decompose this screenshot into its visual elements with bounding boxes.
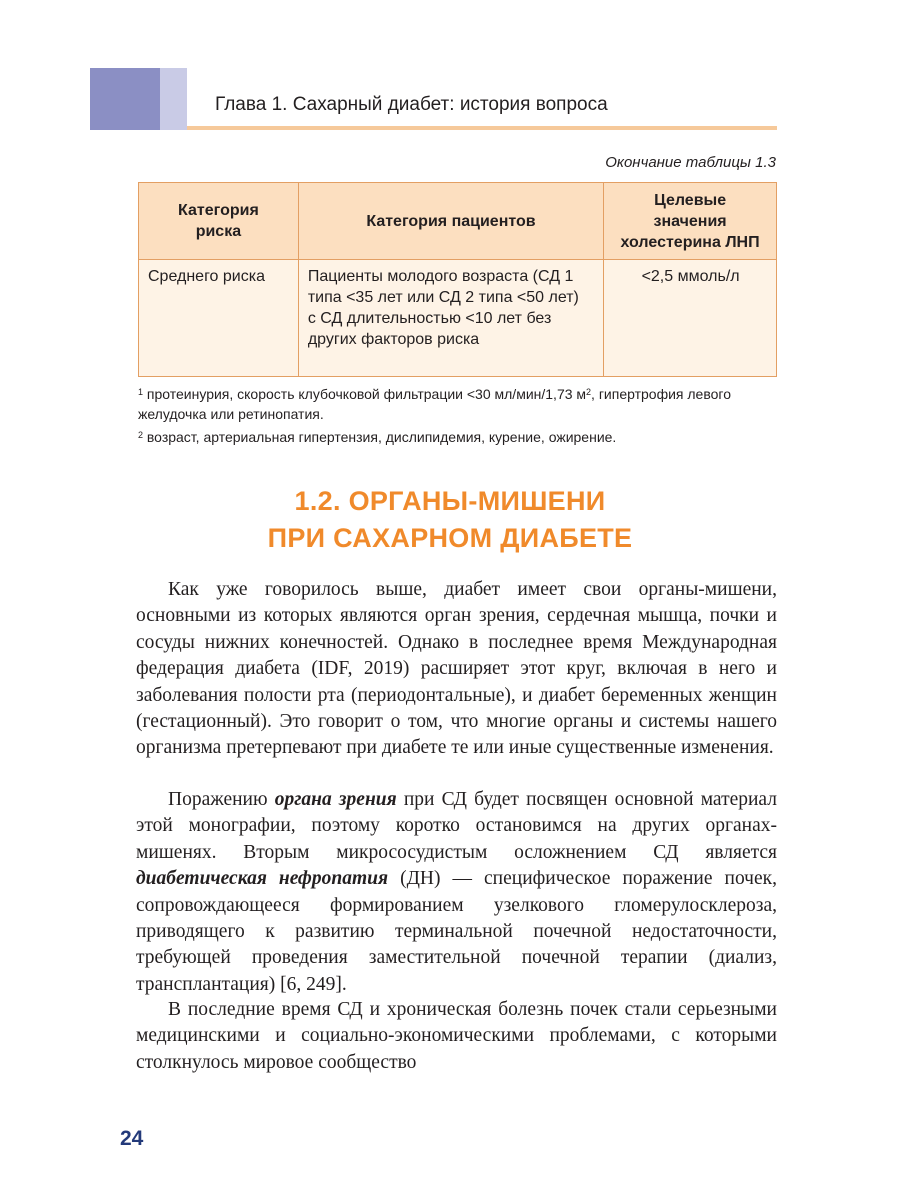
paragraph-1 [136, 577, 777, 762]
risk-table [138, 182, 777, 377]
header-block-dark [90, 68, 160, 130]
column-header-patient-category: Категория пациентов [298, 183, 603, 260]
emphasis-nephropathy: диабетическая нефропатия [136, 868, 389, 890]
header-rule [187, 126, 777, 130]
paragraph-2-text-cont: при СД будет посвящен основной материал этой монографии, поэтому коротко остановимся на других органах-мишенях. Вторым микрососудистым осложнением СД является [136, 789, 777, 863]
table-caption: Окончание таблицы 1.3 [605, 154, 776, 171]
cell-patients: Пациенты молодого возраста (СД 1 типа <35 лет или СД 2 типа <50 лет) с СД длительностью <10 лет без других факторов риска [298, 260, 603, 377]
paragraph-2-text: Поражению [168, 789, 275, 810]
section-heading-line-2: ПРИ САХАРНОМ ДИАБЕТЕ [267, 523, 633, 553]
table-row [139, 260, 777, 377]
table-header-row [139, 183, 777, 260]
page-number: 24 [120, 1127, 144, 1150]
paragraph-2 [136, 787, 777, 998]
column-header-ldl-target: Целевые значения холестерина ЛНП [604, 183, 777, 260]
footnote-1 [138, 384, 778, 424]
section-heading [90, 483, 810, 557]
unit-superscript: 2 [586, 387, 592, 397]
footnote-mark: 1 [138, 387, 144, 397]
footnote-text: протеинурия, скорость клубочковой фильтрации <30 мл/мин/1,73 м [146, 386, 587, 402]
chapter-title: Глава 1. Сахарный диабет: история вопроса [215, 94, 608, 115]
column-header-risk-category: Категория риска [139, 183, 299, 260]
footnote-text: возраст, артериальная гипертензия, дислипидемия, курение, ожирение. [146, 429, 617, 445]
cell-risk: Среднего риска [139, 260, 299, 377]
paragraph-1-text: Как уже говорилось выше, диабет имеет свои органы-мишени, основными из которых являются орган зрения, сердечная мышца, почки и сосуды нижних конечностей. Однако в последнее время Международная федерация диабета (IDF, 2019) расширяет этот круг, включая в него и заболевания полости рта (периодонтальные), и диабет беременных женщин (гестационный). Это говорит о том, что многие органы и системы нашего организма претерпевают при диабете те или иные существенные изменения. [136, 579, 777, 759]
section-heading-line-1: 1.2. ОРГАНЫ-МИШЕНИ [294, 486, 606, 516]
cell-ldl-target: <2,5 ммоль/л [604, 260, 777, 377]
paragraph-2-text-end: (ДН) — специфическое поражение почек, сопровождающееся формированием узелкового гломерулосклероза, приводящего к развитию терминальной почечной недостаточности, требующей проведения заместительной почечной терапии (диализ, трансплантация) [6, 249]. [136, 868, 777, 995]
header-block-light [160, 68, 187, 130]
footnote-2 [138, 427, 778, 447]
footnote-mark: 2 [138, 430, 144, 440]
paragraph-3-text: В последние время СД и хроническая болезнь почек стали серьезными медицинскими и социально-экономическими проблемами, с которыми столкнулось мировое сообщество [136, 999, 777, 1073]
emphasis-eye: органа зрения [274, 789, 397, 810]
footnote-text-cont: , гипертрофия левого желудочка или ретинопатия. [138, 386, 731, 422]
paragraph-3 [136, 997, 777, 1076]
